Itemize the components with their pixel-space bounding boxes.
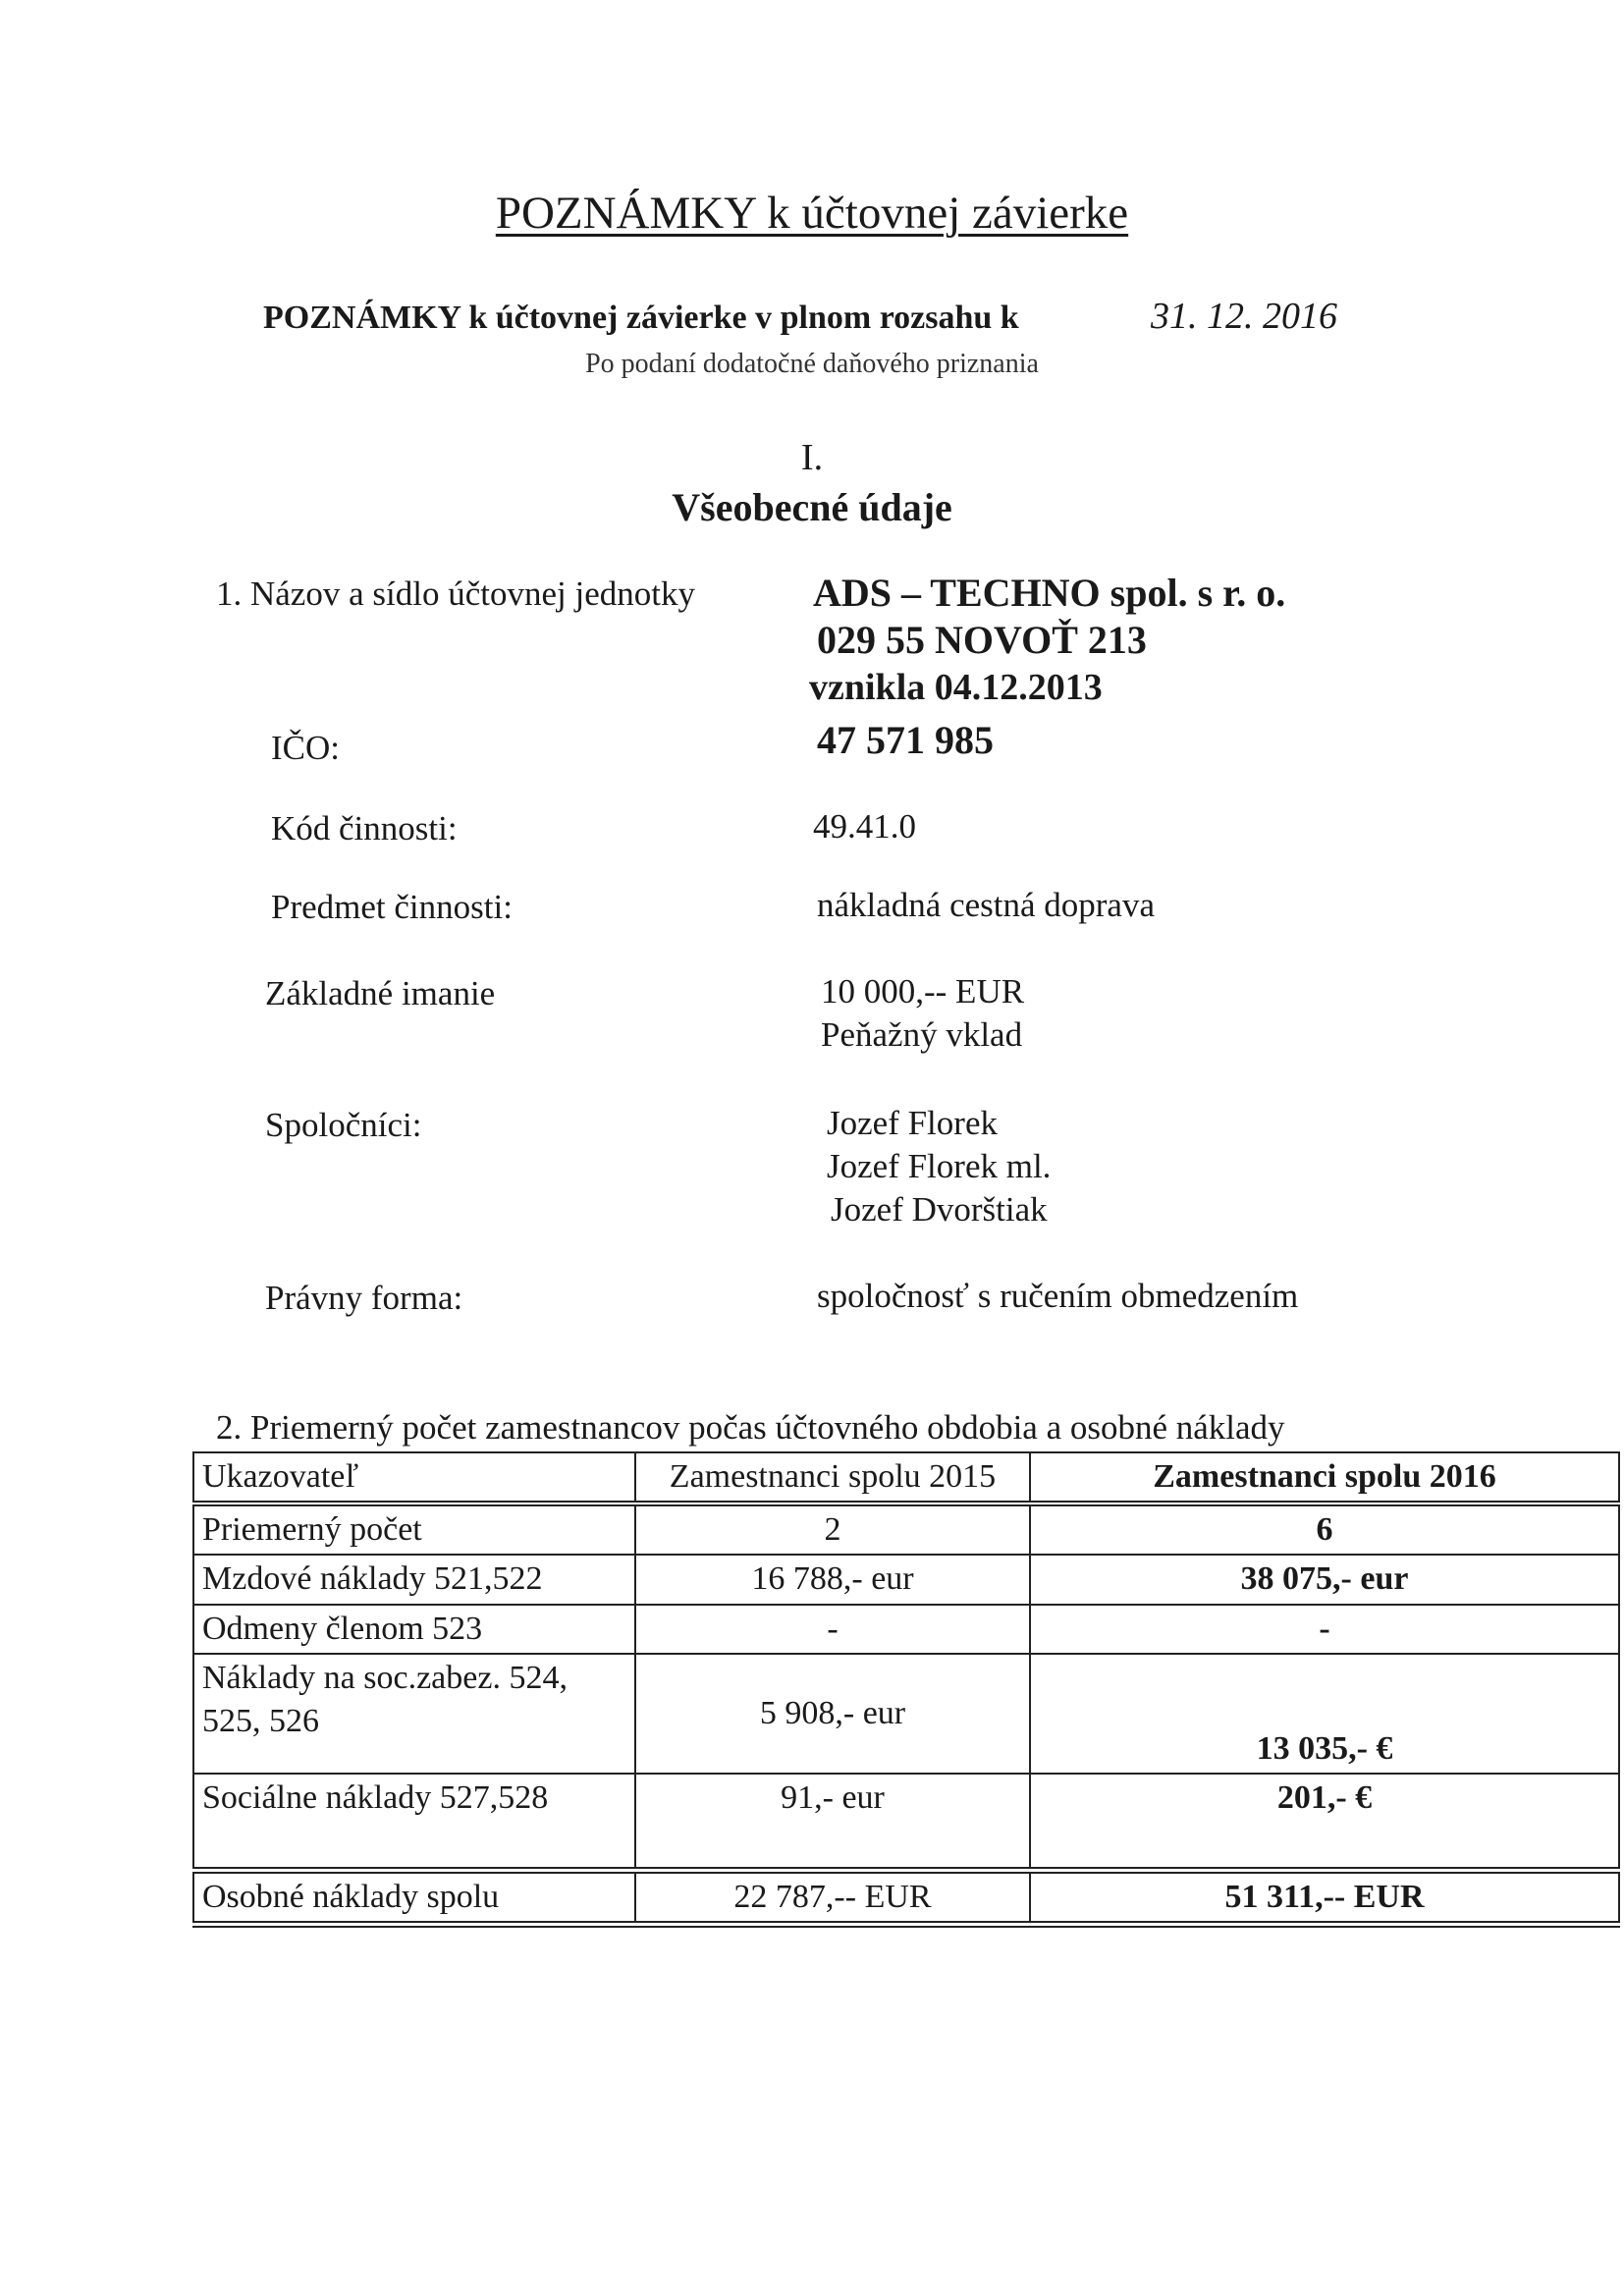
partner-2: Jozef Florek ml. [827, 1147, 1052, 1185]
document-title: POZNÁMKY k účtovnej závierke [495, 188, 1129, 239]
company-founded: vznikla 04.12.2013 [809, 667, 1103, 708]
row-label: Priemerný počet [193, 1503, 635, 1555]
row-2016: 13 035,- € [1030, 1654, 1619, 1774]
row-label: Mzdové náklady 521,522 [193, 1555, 635, 1604]
row-2016: 201,- € [1030, 1774, 1619, 1871]
partners-label: Spoločníci: [265, 1106, 422, 1144]
partner-1: Jozef Florek [827, 1104, 998, 1142]
legal-form-value: spoločnosť s ručením obmedzením [817, 1277, 1299, 1315]
total-2015: 22 787,-- EUR [635, 1870, 1030, 1924]
activity-subject-value: nákladná cestná doprava [817, 886, 1156, 924]
section2-heading: 2. Priemerný počet zamestnancov počas účtovného obdobia a osobné náklady [216, 1408, 1285, 1447]
table-row [193, 1654, 1619, 1774]
total-label: Osobné náklady spolu [193, 1870, 635, 1924]
company-name: ADS – TECHNO spol. s r. o. [813, 571, 1286, 615]
table-total-row [193, 1870, 1619, 1924]
row-label: Odmeny členom 523 [193, 1605, 635, 1654]
table-row [193, 1605, 1619, 1654]
header-indicator: Ukazovateľ [193, 1452, 635, 1503]
employees-table [192, 1451, 1620, 1928]
row-label: Náklady na soc.zabez. 524, 525, 526 [193, 1654, 635, 1774]
row-2016: - [1030, 1605, 1619, 1654]
item1-label: 1. Názov a sídlo účtovnej jednotky [216, 574, 695, 613]
row-2015: 91,- eur [635, 1774, 1030, 1871]
section-number: I. [800, 437, 824, 478]
row-2015: 5 908,- eur [635, 1654, 1030, 1774]
activity-code-label: Kód činnosti: [271, 809, 458, 847]
closing-date: 31. 12. 2016 [1151, 296, 1337, 337]
header-2015: Zamestnanci spolu 2015 [635, 1452, 1030, 1503]
table-header-row [193, 1452, 1619, 1503]
capital-type: Peňažný vklad [821, 1015, 1023, 1054]
row-label: Sociálne náklady 527,528 [193, 1774, 635, 1871]
table-row [193, 1555, 1619, 1604]
document-subtitle: POZNÁMKY k účtovnej závierke v plnom rozsahu k [263, 300, 1019, 336]
activity-code-value: 49.41.0 [813, 807, 916, 846]
ico-value: 47 571 985 [817, 718, 994, 762]
capital-label: Základné imanie [265, 974, 496, 1012]
table-row [193, 1774, 1619, 1871]
row-2016: 38 075,- eur [1030, 1555, 1619, 1604]
ico-label: IČO: [271, 729, 340, 767]
company-address: 029 55 NOVOŤ 213 [817, 618, 1147, 662]
row-2015: - [635, 1605, 1030, 1654]
header-2016: Zamestnanci spolu 2016 [1030, 1452, 1619, 1503]
capital-value: 10 000,-- EUR [821, 972, 1025, 1011]
total-2016: 51 311,-- EUR [1030, 1870, 1619, 1924]
section-title: Všeobecné údaje [672, 485, 952, 529]
row-2016: 6 [1030, 1503, 1619, 1555]
legal-form-label: Právny forma: [265, 1279, 463, 1317]
row-2015: 2 [635, 1503, 1030, 1555]
row-2015: 16 788,- eur [635, 1555, 1030, 1604]
document-subnote: Po podaní dodatočné daňového priznania [585, 349, 1039, 379]
activity-subject-label: Predmet činnosti: [271, 888, 513, 926]
table-row [193, 1503, 1619, 1555]
partner-3: Jozef Dvorštiak [831, 1190, 1048, 1229]
